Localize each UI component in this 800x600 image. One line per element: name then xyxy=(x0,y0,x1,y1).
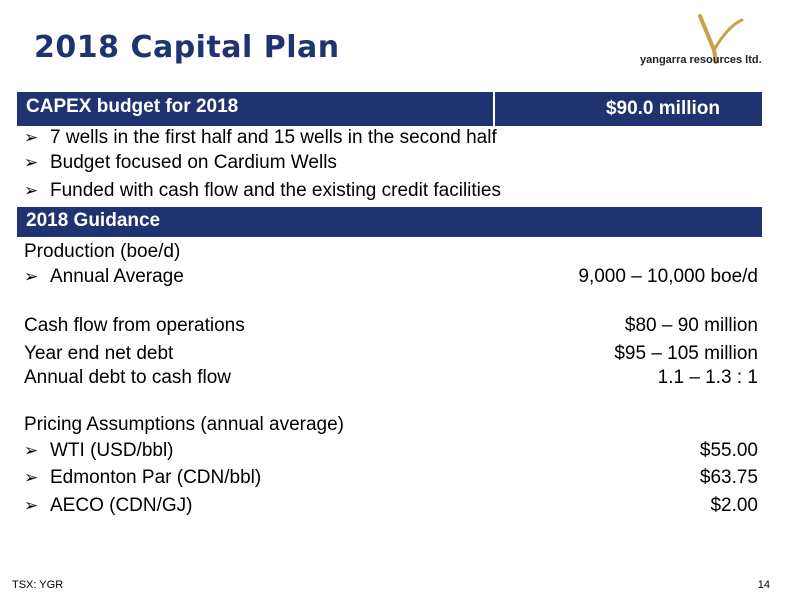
arrow-bullet-icon: ➢ xyxy=(24,496,39,515)
page-title: 2018 Capital Plan xyxy=(34,30,340,65)
arrow-bullet-icon: ➢ xyxy=(24,153,39,172)
arrow-bullet-icon: ➢ xyxy=(24,441,39,460)
capex-bullet: ➢ 7 wells in the first half and 15 wells in the second half xyxy=(24,127,497,148)
arrow-bullet-icon: ➢ xyxy=(24,468,39,487)
cash-flow-value: $80 – 90 million xyxy=(624,315,758,336)
footer-ticker: TSX: YGR xyxy=(12,579,64,591)
pricing-value: $63.75 xyxy=(699,467,758,488)
annual-average-value: 9,000 – 10,000 boe/d xyxy=(578,266,758,287)
company-logo xyxy=(640,14,790,76)
page-number: 14 xyxy=(757,579,770,591)
capex-label: CAPEX budget for 2018 xyxy=(17,92,493,126)
debt-to-cash-flow-value: 1.1 – 1.3 : 1 xyxy=(657,367,758,388)
net-debt-value: $95 – 105 million xyxy=(614,343,758,364)
capex-bullet: ➢ Budget focused on Cardium Wells xyxy=(24,152,337,173)
pricing-value: $55.00 xyxy=(699,440,758,461)
logo-wordmark: yangarra resources ltd. xyxy=(640,54,762,66)
capex-value: $90.0 million xyxy=(495,92,762,126)
arrow-bullet-icon: ➢ xyxy=(24,267,39,286)
arrow-bullet-icon: ➢ xyxy=(24,181,39,200)
pricing-value: $2.00 xyxy=(710,495,758,516)
arrow-bullet-icon: ➢ xyxy=(24,128,39,147)
capex-bullet: ➢ Funded with cash flow and the existing credit facilities xyxy=(24,180,501,201)
guidance-header: 2018 Guidance xyxy=(17,207,762,237)
